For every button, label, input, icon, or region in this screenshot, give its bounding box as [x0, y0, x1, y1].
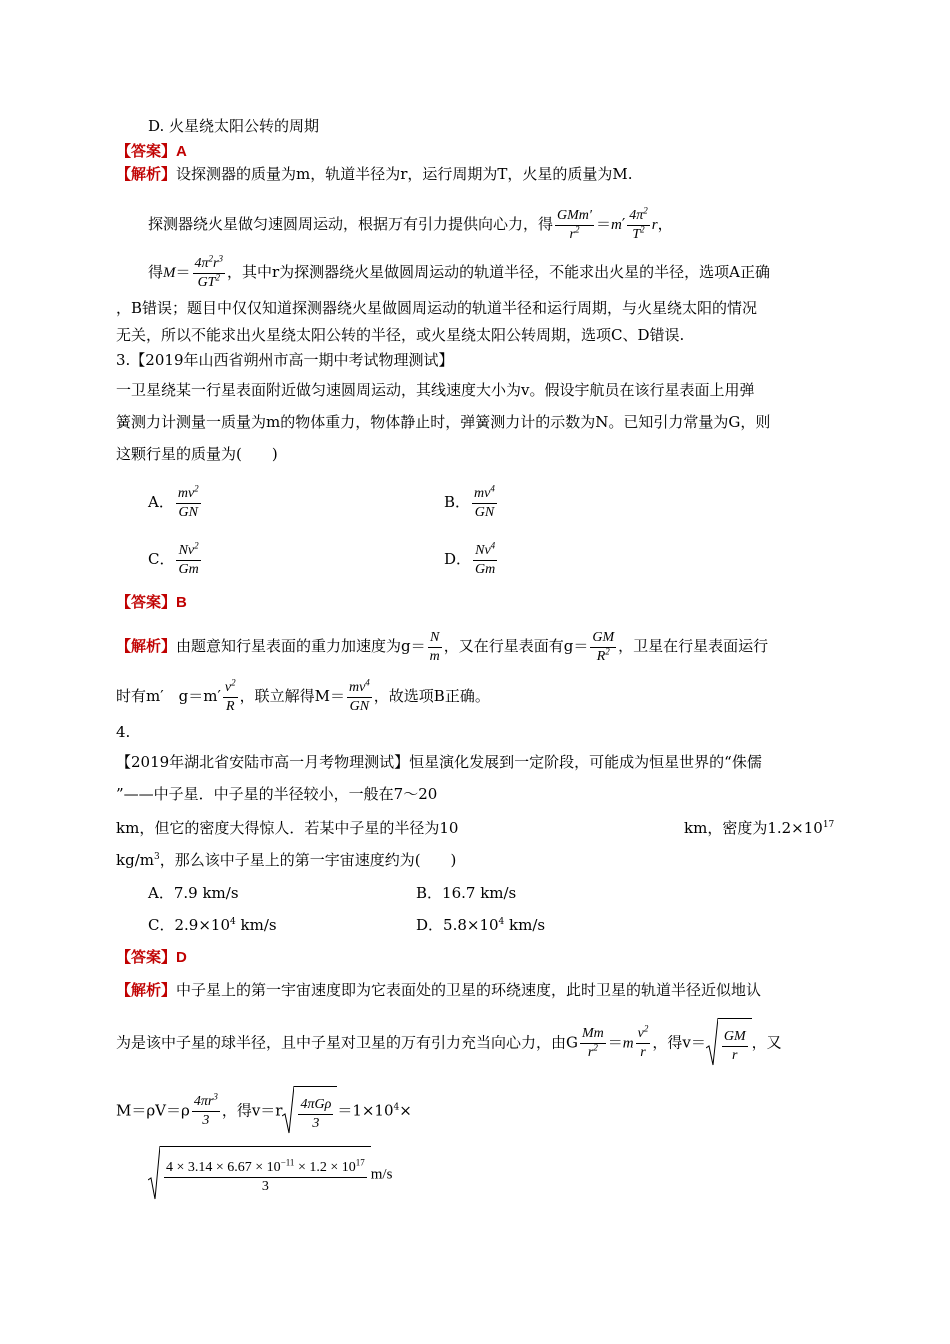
q4-option-a: A．7.9 km/s [148, 884, 239, 902]
q3-stem-line3: 这颗行星的质量为( ) [116, 445, 278, 463]
q4-answer: 【答案】D [116, 948, 187, 966]
q4-final-expression: $\frac{4 \times 3.14 \times 6.67 \times 10^{-11} \times 1.2 \times 10^{17}}{3}$ m/s [148, 1146, 392, 1203]
q3-stem-line1: 一卫星绕某一行星表面附近做匀速圆周运动，其线速度大小为v。假设宇航员在该行星表面上用弹 [116, 381, 755, 399]
q4-stem-line3a: km，但它的密度大得惊人．若某中子星的半径为10 [116, 819, 459, 837]
q2-analysis-line4: ，B错误；题目中仅仅知道探测器绕火星做圆周运动的轨道半径和运行周期，与火星绕太阳的情况 [116, 299, 758, 317]
q4-option-b: B．16.7 km/s [416, 884, 517, 902]
formula-4pi2-t2: $\frac{4\pi^2}{T^2}$ [629, 204, 648, 242]
sqrt-gm-r: $\frac{GM}{r}$ [706, 1018, 752, 1069]
formula-m-mars: $\frac{4\pi^2r^3}{GT^2}$ [194, 252, 223, 290]
q4-analysis-line3: M＝ρV＝ρ $\frac{4\pi r^3}{3}$ ，得v＝r $\frac{\text{4πGρ}}{3}$ $=1\times 10^4\times$ [116, 1086, 412, 1137]
analysis-text: ，其中r为探测器绕火星做圆周运动的轨道半径，不能求出火星的半径，选项A正确 [227, 263, 771, 281]
q2-option-d: D. 火星绕太阳公转的周期 [148, 117, 320, 135]
q4-analysis-line1: 【解析】中子星上的第一宇宙速度即为它表面处的卫星的环绕速度，此时卫星的轨道半径近似地认 [116, 981, 762, 999]
q3-option-a: A． $\frac{mv^2}{GN}$ [148, 482, 199, 520]
q4-stem-line1: 【2019年湖北省安陆市高一月考物理测试】恒星演化发展到一定阶段，可能成为恒星世界的“侏儒 [116, 753, 762, 771]
q4-stem-line4: $kg/m^3$，那么该中子星上的第一宇宙速度约为( ) [116, 851, 457, 869]
q3-analysis-line2: 时有m′ g＝m′ $\frac{v^2}{R}$ ，联立解得M＝ $\frac{mv^4}{GN}$ ，故选项B正确。 [116, 676, 490, 714]
q3-analysis-line1: 【解析】由题意知行星表面的重力加速度为g＝ $\frac{N}{m}$ ，又在行星表面有g＝ $\frac{GM}{R^2}$ ，卫星在行星表面运行 [116, 629, 769, 664]
q3-header: 3.【2019年山西省朔州市高一期中考试物理测试】 [116, 351, 454, 369]
q3-option-c: C． $\frac{Nv^2}{Gm}$ [148, 539, 199, 577]
q3-option-b: B． $\frac{mv^4}{GN}$ [444, 482, 495, 520]
q4-stem-line2: ”——中子星．中子星的半径较小，一般在7～20 [116, 785, 438, 803]
q2-answer [116, 141, 187, 162]
answer-label: 【答案】 [116, 142, 177, 160]
sqrt-4pigrho-3: $\frac{\text{4πGρ}}{3}$ [282, 1086, 337, 1137]
analysis-text: 设探测器的质量为m，轨道半径为r，运行周期为T，火星的质量为M. [176, 165, 633, 183]
formula-gmm-r2: $\frac{\text{GMm′}}{r^2}$ [557, 207, 592, 242]
q4-analysis-line2: 为是该中子星的球半径，且中子星对卫星的万有引力充当向心力，由G $\frac{Mm}{r^2}$ ＝m $\frac{v^2}{r}$ ，得v＝ $\frac{GM}{r}$ ，又 [116, 1018, 782, 1069]
q2-analysis-line3: 得M＝ $\frac{4\pi^2r^3}{GT^2}$ ，其中r为探测器绕火星做圆周运动的轨道半径，不能求出火星的半径，选项A正确 [148, 252, 771, 290]
q4-number: 4. [116, 723, 131, 741]
q4-stem-line3b: km，密度为$1.2\times 10^{17}$ [684, 819, 835, 837]
q4-option-d: D．$5.8\times 10^4$ km/s [416, 916, 546, 934]
q3-answer: 【答案】B [116, 593, 187, 611]
q2-analysis-line2: 探测器绕火星做匀速圆周运动，根据万有引力提供向心力，得 $\frac{\text{GMm′}}{r^2}$ ＝m′ $\frac{4\pi^2}{T^2}$ r， [148, 204, 673, 242]
q3-stem-line2: 簧测力计测量一质量为m的物体重力，物体静止时，弹簧测力计的示数为N。已知引力常量为G，则 [116, 413, 771, 431]
q2-analysis-line5: 无关，所以不能求出火星绕太阳公转的半径，或火星绕太阳公转周期，选项C、D错误. [116, 326, 685, 344]
q3-option-d: D． $\frac{Nv^4}{Gm}$ [444, 539, 496, 577]
answer-value: A [176, 143, 187, 160]
q2-analysis-line1 [116, 164, 633, 184]
q4-option-c: C．$2.9\times 10^4$ km/s [148, 916, 277, 934]
analysis-text: 探测器绕火星做匀速圆周运动，根据万有引力提供向心力，得 [148, 215, 554, 233]
analysis-label: 【解析】 [116, 165, 177, 183]
sqrt-final: $\frac{4 \times 3.14 \times 6.67 \times 10^{-11} \times 1.2 \times 10^{17}}{3}$ [148, 1146, 371, 1203]
